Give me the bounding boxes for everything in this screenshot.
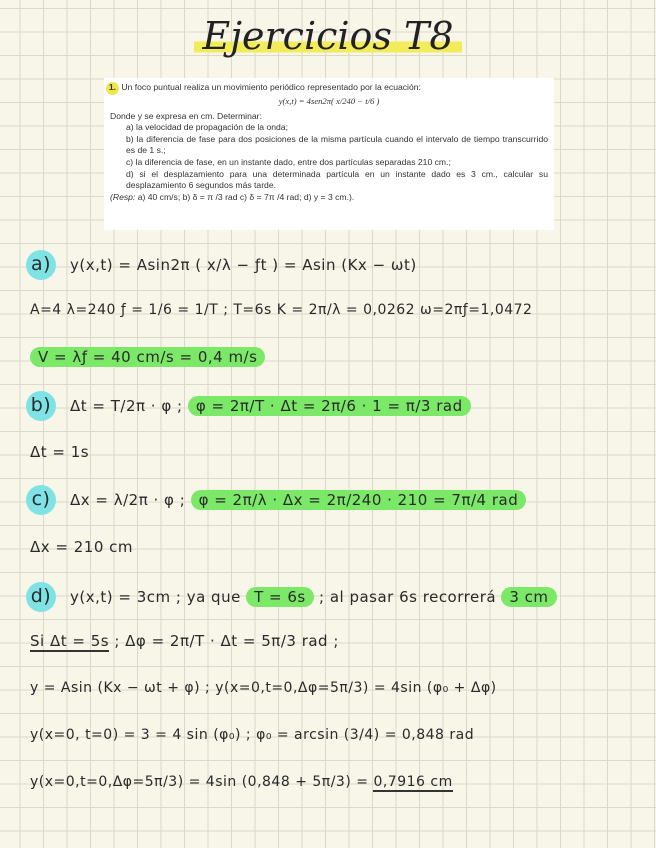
problem-item-c: c) la diferencia de fase, en un instante dado, entre dos partículas separadas 210 cm.; [126,156,451,167]
note-c-line2: Δx = 210 cm [30,538,133,556]
d-final-equation: y(x=0,t=0,Δφ=5π/3) = 4sin (0,848 + 5π/3) = [30,774,374,790]
page-title [0,14,656,58]
d-delta-t-underlined: Si Δt = 5s [30,632,110,650]
b-equation: Δt = T/2π · φ ; [70,397,183,415]
a-result-highlight: V = λƒ = 40 cm/s = 0,4 m/s [30,347,265,367]
problem-number: 1. [106,82,119,95]
d-highlight-period: T = 6s [246,587,314,607]
problem-item-b: b) la diferencia de fase para dos posiciones de la misma partícula cuando el intervalo de tiempo transcurrido es de 1 s.; [126,133,548,156]
problem-item-d: d) si el desplazamiento para una determinada partícula en un instante dado es 3 cm., calcular su desplazamiento 6 segundos más tarde. [126,168,548,191]
d-highlight-3cm: 3 cm [501,587,556,607]
label-a: a) [26,250,56,280]
note-d-line5 [30,774,453,790]
label-d: d) [26,582,56,612]
resp-text: a) 40 cm/s; b) δ = π /3 rad c) δ = 7π /4 rad; d) y = 3 cm.). [135,191,355,202]
note-d-line2 [30,632,339,650]
note-d-line4: y(x=0, t=0) = 3 = 4 sin (φ₀) ; φ₀ = arcsin (3/4) = 0,848 rad [30,727,475,743]
problem-intro: Un foco puntual realiza un movimiento periódico representado por la ecuación: [121,82,421,92]
d-text-2: ; al pasar 6s recorrerá [319,588,497,606]
note-d-line1 [30,582,557,612]
problem-equation: y(x,t) = 4sen2π( x/240 − t/6 ) [278,96,380,106]
c-equation: Δx = λ/2π · φ ; [70,491,186,509]
note-b-line1 [30,391,471,421]
c-result-highlight: φ = 2π/λ · Δx = 2π/240 · 210 = 7π/4 rad [191,490,527,510]
label-b: b) [26,391,56,421]
resp-label: (Resp: [110,191,136,202]
note-c-line1 [30,485,526,515]
d-text-1: y(x,t) = 3cm ; ya que [70,588,241,606]
note-a-line1 [30,250,417,280]
title-text: Ejercicios T8 [194,14,461,58]
d-delta-phi: ; Δφ = 2π/T · Δt = 5π/3 rad ; [109,632,339,650]
note-a-result [30,348,265,366]
note-a-line2: A=4 λ=240 ƒ = 1/6 = 1/T ; T=6s K = 2π/λ = 0,0262 ω=2πƒ=1,0472 [30,302,533,318]
b-result-highlight: φ = 2π/T · Δt = 2π/6 · 1 = π/3 rad [188,396,471,416]
problem-item-a: a) la velocidad de propagación de la onda; [126,122,288,133]
label-c: c) [26,485,56,515]
note-d-line3: y = Asin (Kx − ωt + φ) ; y(x=0,t=0,Δφ=5π/3) = 4sin (φ₀ + Δφ) [30,680,497,696]
a-equation: y(x,t) = Asin2π ( x/λ − ƒt ) = Asin (Kx − ωt) [70,256,417,274]
note-b-line2: Δt = 1s [30,443,90,461]
problem-statement-text: Donde y se expresa en cm. Determinar: [110,110,262,121]
problem-answers [110,192,548,204]
d-final-answer: 0,7916 cm [373,774,453,790]
problem-statement [104,78,554,230]
